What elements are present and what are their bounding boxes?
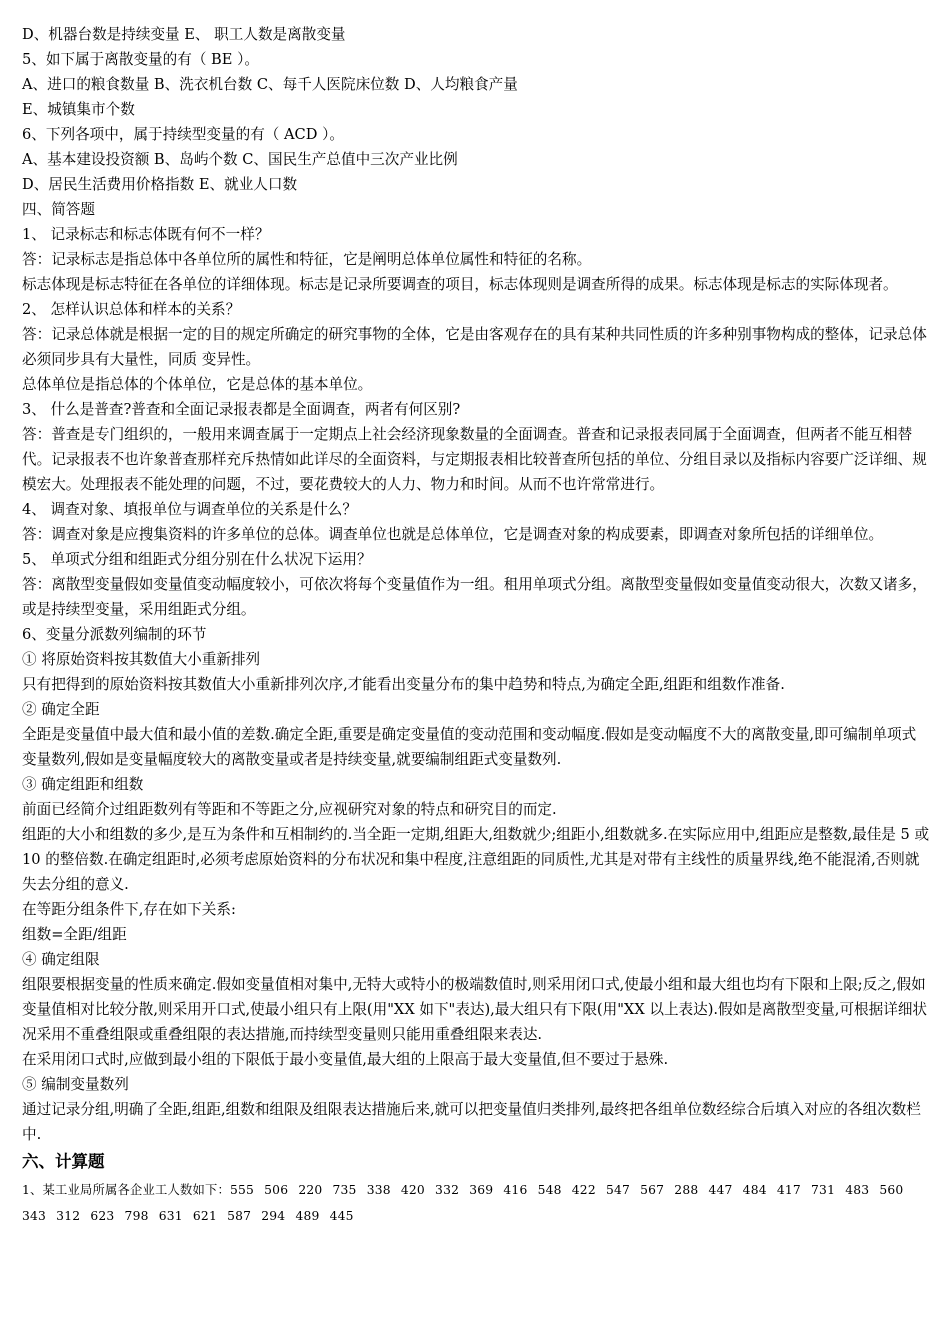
calculation-question: 1、某工业局所属各企业工人数如下：555 506 220 735 338 420 332 369 416 548 422 547 567 288 447 484 417 731 483 560 343 312 623 798 631 621 587 294 489 445 [22, 1183, 904, 1223]
text-line: A、基本建设投资额 B、岛屿个数 C、国民生产总值中三次产业比例 [22, 151, 458, 168]
paragraph: 组限要根据变量的性质来确定.假如变量值相对集中,无特大或特小的极端数值时,则采用闭口式,使最小组和最大组也均有下限和上限;反之,假如变量值相对比较分散,则采用开口式,使最小组只有上限(用"XX 如下"表达),最大组只有下限(用"XX 以上表达).假如是离散型变量,可根据详细状况采用不重叠组限或重叠组限的表达措施,而持续型变量则只能用重叠组限来表达. [22, 976, 928, 1043]
paragraph: 组距的大小和组数的多少,是互为条件和互相制约的.当全距一定期,组距大,组数就少;组距小,组数就多.在实际应用中,组距应是整数,最佳是 5 或 10 的整倍数.在确定组距时,必须考虑原始资料的分布状况和集中程度,注意组距的同质性,尤其是对带有主线性的质量界线,绝不能混淆,否则就失去分组的意义. [22, 826, 930, 893]
paragraph: 通过记录分组,明确了全距,组距,组数和组限及组限表达措施后来,就可以把变量值归类排列,最终把各组单位数经综合后填入对应的各组次数栏中. [22, 1101, 921, 1143]
text-line: E、城镇集市个数 [22, 101, 135, 118]
text-line: 6、下列各项中，属于持续型变量的有（ ACD ）。 [22, 126, 344, 143]
step-heading: ① 将原始资料按其数值大小重新排列 [22, 651, 261, 668]
text-line: A、进口的粮食数量 B、洗衣机台数 C、每千人医院床位数 D、人均粮食产量 [22, 76, 518, 93]
question: 5、 单项式分组和组距式分组分别在什么状况下运用？ [22, 551, 372, 568]
answer: 答：离散型变量假如变量值变动幅度较小，可依次将每个变量值作为一组。租用单项式分组。离散型变量假如变量值变动很大，次数又诸多，或是持续型变量，采用组距式分组。 [22, 576, 927, 618]
step-heading: ③ 确定组距和组数 [22, 776, 144, 793]
paragraph: 在采用闭口式时,应做到最小组的下限低于最小变量值,最大组的上限高于最大变量值,但不要过于悬殊. [22, 1051, 669, 1068]
step-heading: ④ 确定组限 [22, 951, 100, 968]
question: 3、 什么是普查?普查和全面记录报表都是全面调查，两者有何区别? [22, 401, 461, 418]
step-heading: ⑤ 编制变量数列 [22, 1076, 129, 1093]
question: 2、 怎样认识总体和样本的关系？ [22, 301, 241, 318]
paragraph: 总体单位是指总体的个体单位，它是总体的基本单位。 [22, 376, 373, 393]
answer: 答：记录标志是指总体中各单位所的属性和特征，它是阐明总体单位属性和特征的名称。 [22, 251, 592, 268]
paragraph: 标志体现是标志特征在各单位的详细体现。标志是记录所要调查的项目，标志体现则是调查所得的成果。标志体现是标志的实际体现者。 [22, 276, 898, 293]
question: 4、 调查对象、填报单位与调查单位的关系是什么？ [22, 501, 357, 518]
text-line: 5、如下属于离散变量的有（ BE ）。 [22, 51, 259, 68]
text-line: D、居民生活费用价格指数 E、就业人口数 [22, 176, 298, 193]
answer: 答：记录总体就是根据一定的目的规定所确定的研究事物的全体，它是由客观存在的具有某种共同性质的许多种别事物构成的整体，记录总体必须同步具有大量性，同质 变异性。 [22, 326, 927, 368]
section-title: 六、计算题 [22, 1152, 105, 1171]
paragraph: 全距是变量值中最大值和最小值的差数.确定全距,重要是确定变量值的变动范围和变动幅度.假如是变动幅度不大的离散变量,即可编制单项式变量数列,假如是变量幅度较大的离散变量或者是持续变量,就要编制组距式变量数列. [22, 726, 917, 768]
formula: 组数=全距/组距 [22, 926, 127, 943]
step-heading: ② 确定全距 [22, 701, 100, 718]
text-line: D、机器台数是持续变量 E、 职工人数是离散变量 [22, 26, 346, 43]
paragraph: 只有把得到的原始资料按其数值大小重新排列次序,才能看出变量分布的集中趋势和特点,为确定全距,组距和组数作准备. [22, 676, 785, 693]
paragraph: 在等距分组条件下,存在如下关系: [22, 901, 236, 918]
section-heading: 四、简答题 [22, 201, 95, 218]
question: 6、变量分派数列编制的环节 [22, 626, 207, 643]
answer: 答：普查是专门组织的，一般用来调查属于一定期点上社会经济现象数量的全面调查。普查和记录报表同属于全面调查，但两者不能互相替代。记录报表不也许象普查那样充斥热情如此详尽的全面资料，与定期报表相比较普查所包括的单位、分组目录以及指标内容要广泛详细、规模宏大。处理报表不能处理的问题，不过，要花费较大的人力、物力和时间。从而不也许常常进行。 [22, 426, 927, 493]
paragraph: 前面已经简介过组距数列有等距和不等距之分,应视研究对象的特点和研究目的而定. [22, 801, 557, 818]
question: 1、 记录标志和标志体既有何不一样？ [22, 226, 270, 243]
answer: 答：调查对象是应搜集资料的许多单位的总体。调查单位也就是总体单位，它是调查对象的构成要素，即调查对象所包括的详细单位。 [22, 526, 884, 543]
